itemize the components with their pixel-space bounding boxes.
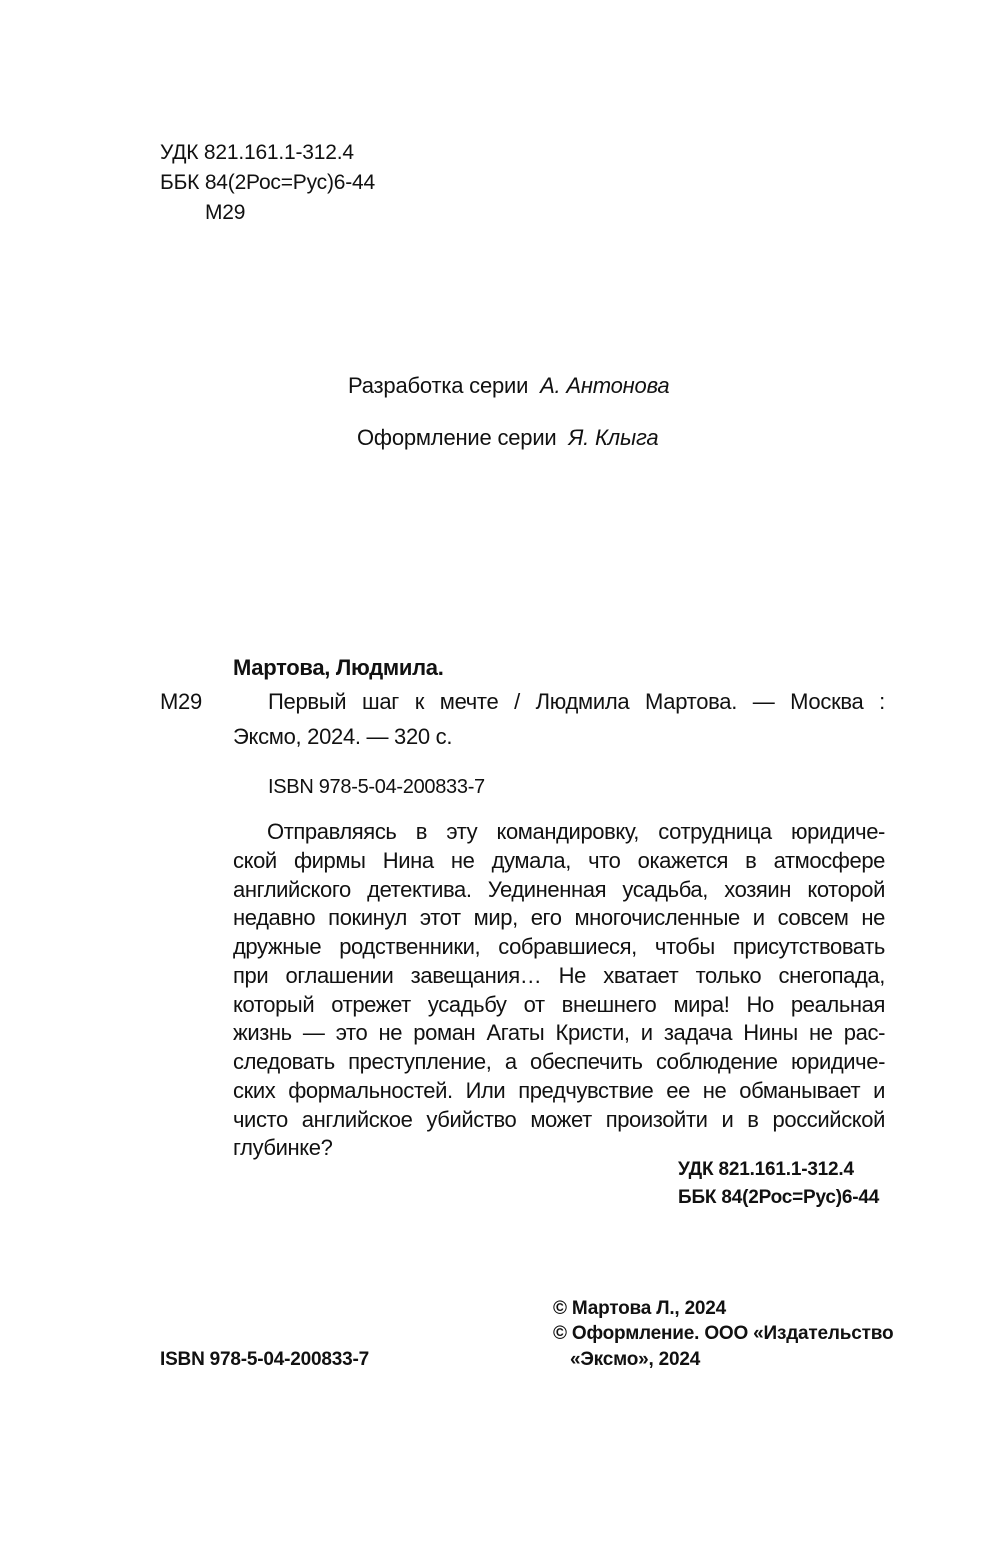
series-development-person: А. Антонова <box>540 373 670 398</box>
annotation-line: следовать преступление, а обеспечить соблюдение юридиче- <box>233 1049 885 1074</box>
annotation-text <box>233 818 885 1163</box>
annotation-line: дружные родственники, собравшиеся, чтобы присутствовать <box>233 934 885 959</box>
footer-isbn: ISBN 978-5-04-200833-7 <box>160 1349 369 1370</box>
annotation-line: чисто английское убийство может произойти и в российской <box>233 1106 885 1132</box>
title-line-1: Первый шаг к мечте / Людмила Мартова. — Москва : <box>268 689 885 714</box>
annotation-line: жизнь — это не роман Агаты Кристи, и задача Нины не рас- <box>233 1020 885 1046</box>
copyright-author: © Мартова Л., 2024 <box>553 1298 727 1319</box>
annotation-line: который отрежет усадьбу от внешнего мира! Но реальная <box>233 991 885 1017</box>
annotation-line: ской фирмы Нина не думала, что окажется в атмосфере <box>233 847 885 873</box>
annotation-line: английского детектива. Уединенная усадьба, хозяин которой <box>233 876 885 902</box>
bbk-code-bold: ББК 84(2Рос=Рус)6-44 <box>678 1187 880 1208</box>
title-line-2: Эксмо, 2024. — 320 с. <box>233 724 453 749</box>
annotation-line: Отправляясь в эту командировку, сотрудница юридиче- <box>267 819 885 844</box>
series-design-credit <box>357 425 658 451</box>
author-mark: М29 <box>205 201 246 224</box>
annotation-line: ских формальностей. Или предчувствие ее не обманывает и <box>233 1077 885 1103</box>
annotation-line: при оглашении завещания… Не хватает только снегопада, <box>233 962 885 988</box>
udk-code: УДК 821.161.1-312.4 <box>160 141 354 164</box>
series-design-person: Я. Клыга <box>568 425 659 450</box>
entry-isbn: ISBN 978-5-04-200833-7 <box>268 776 485 798</box>
series-design-label: Оформление серии <box>357 425 557 450</box>
annotation-line: недавно покинул этот мир, его многочисленные и совсем не <box>233 905 885 931</box>
entry-author-mark: М29 <box>160 689 202 714</box>
copyright-design-line-2: «Эксмо», 2024 <box>570 1349 701 1370</box>
author-heading: Мартова, Людмила. <box>233 655 444 680</box>
series-development-label: Разработка серии <box>348 373 529 398</box>
annotation-line: глубинке? <box>233 1135 333 1161</box>
bbk-code: ББК 84(2Рос=Рус)6-44 <box>160 171 375 194</box>
series-development-credit <box>348 373 669 399</box>
udk-code-bold: УДК 821.161.1-312.4 <box>678 1159 854 1180</box>
copyright-design-line-1: © Оформление. ООО «Издательство <box>553 1323 894 1344</box>
